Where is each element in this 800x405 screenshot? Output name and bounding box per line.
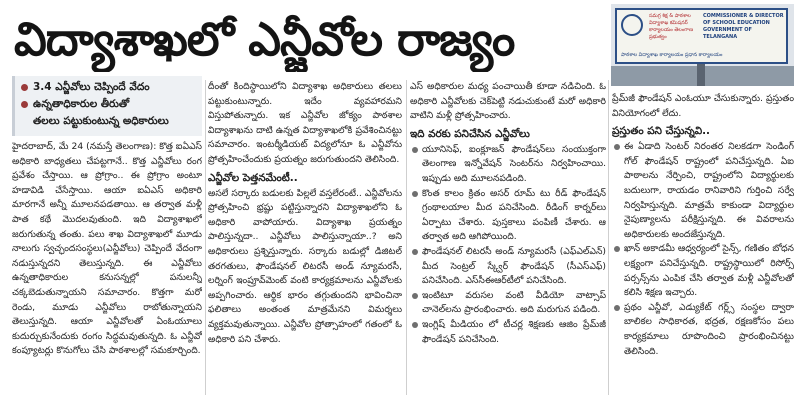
highlights-box — [12, 76, 202, 136]
list-item: ఫౌండేషనల్ లిటరసీ అండ్ న్యూమరసీ (ఎఫ్ఎల్ఎన్) మీద సెంట్రల్ స్క్వేర్ ఫౌండేషన్ (సీఎస్ఎఫ్) పనిచేసింది. ఎస్‌సీఈఆర్‌టీలో పనిచేసింది. — [410, 245, 606, 289]
list-item: ప్రథం ఎన్జీవో, ఎడ్యుకేట్ గర్ల్స్ సంస్థల ద్వారా బాలికల సాధికారత, భద్రత, రక్షణకోసం పలు కార్యక్రమాలు రూపొందించి ప్రారంభించినట్టు తెలిసింది. — [612, 301, 794, 359]
highlight-2-continued: తలలు పట్టుకుంటున్న అధికారులు — [33, 115, 169, 127]
column-divider — [205, 80, 206, 395]
signboard-telugu-text: సమగ్ర శిక్ష & పాఠశాల విద్యాశాఖ కమిషనర్ కార్యాలయం తెలంగాణ ప్రభుత్వం — [649, 13, 694, 40]
bullet-icon — [412, 191, 418, 197]
column-divider — [608, 80, 609, 395]
paragraph: ప్రేమ్‌జీ ఫౌండేషన్ ఎంఓయూ చేసుకున్నారు. ప్రస్తుతం వినియోగంలో లేదు. — [612, 93, 794, 119]
paragraph: అసలే సర్కారు బడులకు పిల్లలే వస్తలేరంటే.. ఎన్జీవోలను ప్రోత్సహించి భ్రష్టు పట్టిస్తున్నారని విద్యాశాఖలోని ఓ అధికారి వాపోయారు. విద్యాశాఖ ప్రయత్నం పాలిస్తున్నదా.. ఎన్జీవోలు పాలిస్తున్నాయా..? అని అధికారులు ప్రశ్నిస్తున్నారు. సర్కారు బడుల్లో డిజిటల్ తరగతులు, ఫౌండేషనల్ లిటరసీ అండ్ న్యూమరసీ, లర్నింగ్ ఇంప్రూవ్‌మెంట్ వంటి కార్యక్రమాలను ఎన్జీవోలకు అప్పగించారు. ఆర్థిక భారం తగ్గుతుందని భావించినా ఫలితాలు అంతంత మాత్రమేనని విమర్శలు వ్యక్తమవుతున్నాయి. ఎన్జీవోల ప్రోత్సాహంలో గతంలో ఓ అధికారి పని చేశారు. — [208, 187, 402, 345]
bullet-icon — [614, 144, 620, 150]
highlight-1: 3.4 ఎన్జీవోలు చెప్పిందే వేదం — [21, 79, 196, 96]
subheading: ఎన్జీవోల పెత్తనమేంటీ.. — [208, 171, 298, 184]
bullet-icon — [412, 249, 418, 255]
article-column-1 — [12, 140, 202, 400]
column-divider — [406, 80, 407, 395]
list-item: యూనిసెఫ్, ఐంక్లూజన్ ఫౌండేషన్‌లు సంయుక్తంగా తెలంగాణ ఇన్నోవేషన్ సెంటర్‌ను నిర్వహించాయి. ఇప్పుడు అది మూలనపడింది. — [410, 143, 606, 187]
bullet-icon — [614, 305, 620, 311]
bullet-icon — [614, 246, 620, 252]
bullet-icon — [412, 147, 418, 153]
subheading: ప్రస్తుతం పని చేస్తున్నవి.. — [612, 125, 710, 138]
article-column-3 — [410, 80, 606, 400]
paragraph: హైదరాబాద్, మే 24 (నమస్తే తెలంగాణ): కొత్త ఐఏఎస్ అధికారి బాధ్యతలు చేపట్టగానే.. కొత్త ఎన్జీవోలు రంగ ప్రవేశం చేస్తాయి. ఆ ప్రోగ్రాం.. ఈ ప్రోగ్రాం అంటూ హడావిడి చేసేస్తాయి. ఆయా ఐఏఎస్ అధికారి మారగానే అన్నీ మూలనపడతాయి. ఆ తర్వాత మళ్లీ పాత కథే మొదలవుతుంది. ఇది విద్యాశాఖలో జరుగుతున్న తంతు. పలు శాఖ విద్యాశాఖలో మూడు నాలుగు స్వచ్ఛందసంస్థలు(ఎన్జీవోలు) చెప్పిందే వేదంగా నడుస్తున్నదని తెలుస్తున్నది. ఈ ఎన్జీవోలు ఉన్నతాధికారుల కనుసన్నల్లో పనులన్నీ చక్కబెడుతున్నాయని సమాచారం. కొత్తగా మరో రెండు, మూడు ఎన్జీవోలు రాబోతున్నాయని తెలుస్తున్నది. ఆయా ఎన్జీవోలతో ఏంఓయూలు కుదుర్చుకునేందుకు రంగం సిద్ధమవుతున్నది. ఓ ఎన్జీవో కంప్యూటర్లు కొనుగోలు చేసి పాఠశాలల్లో సమకూర్చింది. — [12, 141, 202, 357]
photo-pole — [697, 64, 705, 86]
list-item: ఇంగ్లిష్ మీడియం లో టీచర్ల శిక్షణకు ఆజిం ప్రేమ్‌జీ ఫౌండేషన్ పనిచేసింది. — [410, 318, 606, 347]
office-signboard-photo — [611, 4, 794, 86]
highlight-2: ఉన్నతాధికారుల తీరుతో — [21, 96, 196, 113]
bullet-icon — [21, 84, 28, 91]
article-column-2 — [208, 80, 402, 400]
list-item: కొంత కాలం క్రితం అసర్ రూమ్ టు రీడ్ ఫౌండేషన్ గ్రంథాలయాల మీద పనిచేసింది. రీడింగ్ కార్నర్‌లు ఏర్పాటు చేశారు. పుస్తకాలు పంపిణీ చేశారు. ఆ తర్వాత అది ఆగిపోయింది. — [410, 187, 606, 245]
signboard — [615, 8, 788, 64]
list-item: ఖాన్ అకాడమీ ఆధ్వర్యంలో సైన్స్, గణితం బోధన లక్ష్యంగా పనిచేస్తున్నది. రాష్ట్రస్థాయిలో రిసోర్స్ పర్సన్స్‌ను ఎంపిక చేసి తర్వాత మళ్లీ ఎన్జీవోలతో కలిసి శిక్షణ ఇచ్చారు. — [612, 242, 794, 300]
subheading: ఇది వరకు పనిచేసిన ఎన్జీవోలు — [410, 127, 530, 140]
signboard-english-text: COMMISSIONER & DIRECTOR OF SCHOOL EDUCATION GOVERNMENT OF TELANGANA — [703, 13, 784, 40]
paragraph: దీంతో కిందిస్థాయిలోని విద్యాశాఖ అధికారులు తలలు పట్టుకుంటున్నారు. ఇదేం వ్యవహారమని విస్తుపోతున్నారు. ఇక ఎన్జీవోల జోక్యం పాఠశాల విద్యాశాఖను దాటి ఉన్నత విద్యాశాఖలోకి ప్రవేశించినట్టు సమాచారం. ఇంటర్మీడియట్ విద్యలోనూ ఓ ఎన్జీవోను ప్రోత్సహించేందుకు ప్రయత్నం జరుగుతుందని తెలిసింది. — [208, 81, 402, 165]
signboard-bottom-text: పాఠశాల విద్యాశాఖ కార్యాలయం ప్రధాన కార్యాలయం — [621, 52, 723, 58]
list-item: ఇంటిటూ వరుసల వంటి వీడియో వాట్సాప్ చానెల్‌లను ప్రారంభించారు. అది మరుగున పడింది. — [410, 289, 606, 318]
article-column-4 — [612, 92, 794, 400]
list-item: ఈ ఏడాది సెంటర్ నిరంతర నిలకడగా సెండింగ్ గోల్ ఫౌండేషన్ రాష్ట్రంలో పనిచేస్తున్నది. ఏఐ పాఠాలను నేర్పించి, రాష్ట్రంలోని విద్యార్థులకు బదులుగా, రాయడం రానివారిని గుర్తించి సర్వే నిర్వహిస్తున్నది. మాత్రమే కాకుండా విద్యార్థుల నైపుణ్యాలను పరీక్షిస్తున్నది. ఈ వివరాలను అధికారులకు అందజేస్తున్నది. — [612, 140, 794, 242]
paragraph: ఎస్ అధికారుల మధ్య పంచాయితీ కూడా నడిచింది. ఓ అధికారి ఎన్జీవోలకు చెక్‌పెట్టి నడుచుకుంటే మరో అధికారి వాటిని మళ్లీ ప్రోత్సహించారు. — [410, 81, 606, 122]
bullet-icon — [412, 293, 418, 299]
government-seal-icon — [621, 14, 643, 36]
bullet-icon — [412, 322, 418, 328]
bullet-icon — [21, 101, 28, 108]
headline: విద్యాశాఖలో ఎన్జీవోల రాజ్యం — [14, 12, 515, 66]
